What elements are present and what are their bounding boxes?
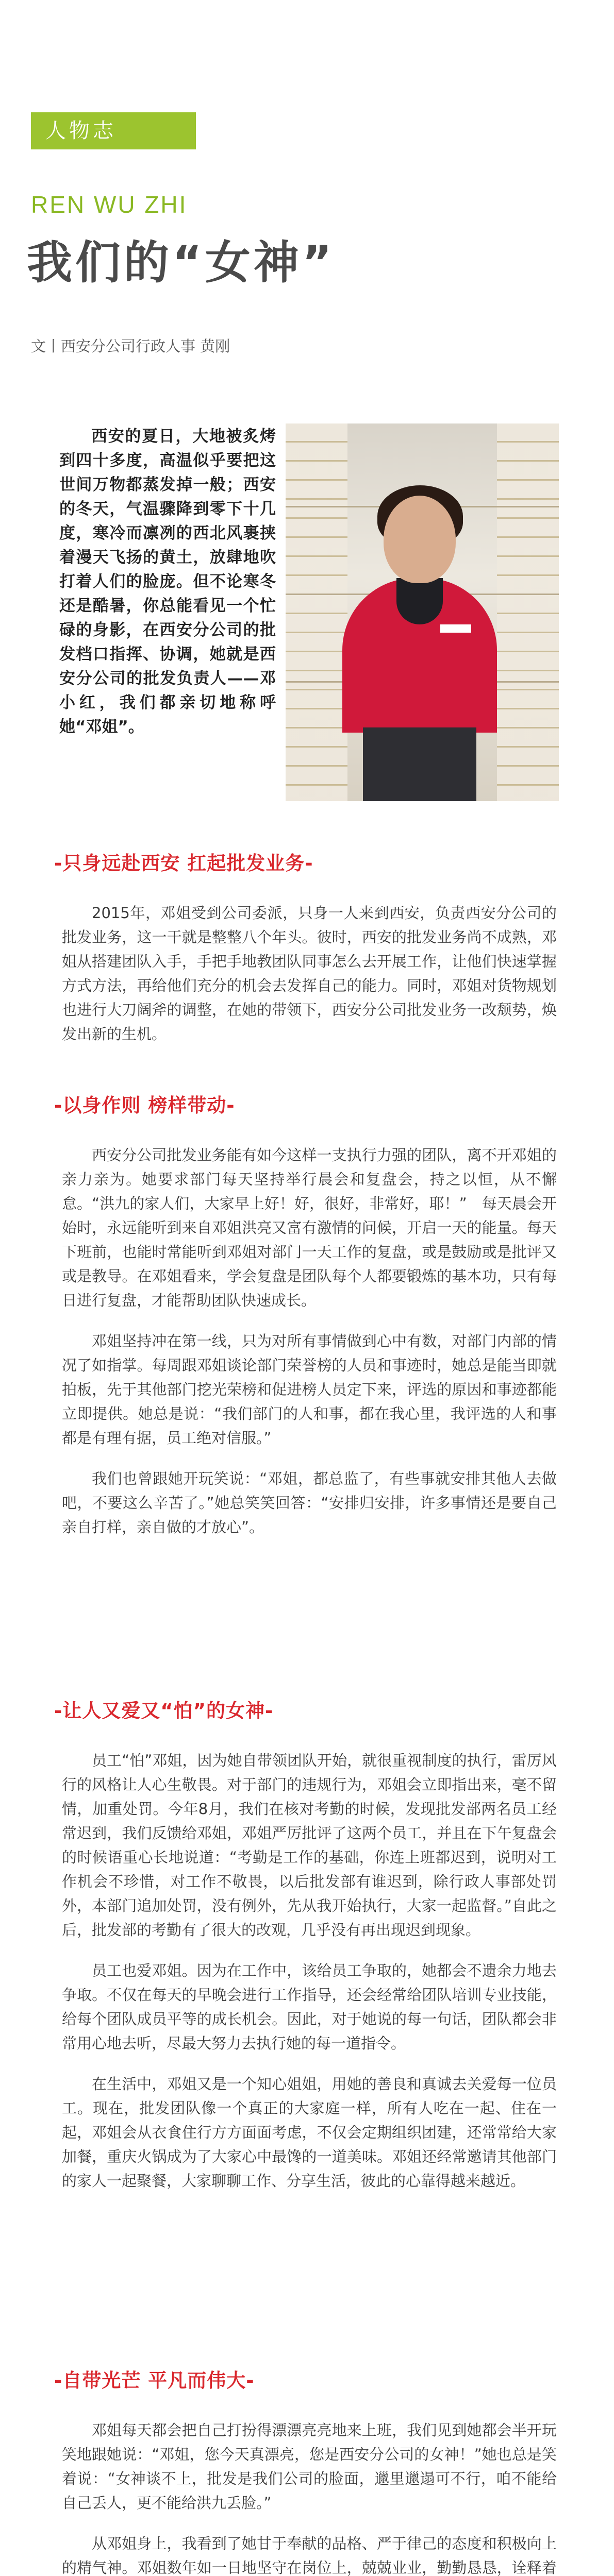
column-english-name: REN WU ZHI [31,191,188,218]
body-paragraph: 在生活中，邓姐又是一个知心姐姐，用她的善良和真诚去关爱每一位员工。现在，批发团队像一个真正的大家庭一样，所有人吃在一起、住在一起，邓姐会从衣食住行方方面面考虑，不仅会定期组织团建，还常常给大家加餐，重庆火锅成为了大家心中最馋的一道美味。邓姐还经常邀请其他部门的家人一起聚餐，大家聊聊工作、分享生活，彼此的心靠得越来越近。 [62,2075,557,2190]
author-byline: 文丨西安分公司行政人事 黄刚 [31,337,230,355]
body-paragraph: 西安分公司批发业务能有如今这样一支执行力强的团队，离不开邓姐的亲力亲为。她要求部门每天坚持举行晨会和复盘会，持之以恒，从不懈怠。“洪九的家人们，大家早上好！好，很好，非常好，耶！” 每天晨会开始时，永远能听到来自邓姐洪亮又富有激情的问候，开启一天的能量。每天下班前，也能时常能听到邓姐对部门一天工作的复盘，或是鼓励或是批评又或是教导。在邓姐看来，学会复盘是团队每个人都要锻炼的基本功，只有每日进行复盘，才能帮助团队快速成长。 [62,1146,557,1309]
section-1 [54,848,559,1046]
body-paragraph: 2015年，邓姐受到公司委派，只身一人来到西安，负责西安分公司的批发业务，这一干就是整整八个年头。彼时，西安的批发业务尚不成熟，邓姐从搭建团队入手，手把手地教团队同事怎么去开展工作，让他们快速掌握方式方法，再给他们充分的机会去发挥自己的能力。同时，邓姐对货物规划也进行大刀阔斧的调整，在她的带领下，西安分公司批发业务一改颓势，焕发出新的生机。 [62,904,557,1043]
section-2 [54,1090,559,1539]
body-paragraph: 我们也曾跟她开玩笑说：“邓姐，都总监了，有些事就安排其他人去做吧，不要这么辛苦了。”她总笑笑回答：“安排归安排，许多事情还是要自己亲自打样，亲自做的才放心”。 [62,1470,557,1536]
body-paragraph: 员工也爱邓姐。因为在工作中，该给员工争取的，她都会不遗余力地去争取。不仅在每天的早晚会进行工作指导，还会经常给团队培训专业技能，给每个团队成员平等的成长机会。因此，对于她说的每一句话，团队都会非常用心地去听，尽最大努力去执行她的每一道指令。 [62,1962,557,2052]
section-3 [54,1695,559,2193]
body-paragraph: 从邓姐身上，我看到了她甘于奉献的品格、严于律己的态度和积极向上的精气神。邓姐数年如一日地坚守在岗位上，兢兢业业，勤勤恳恳，诠释着 [62,2535,557,2576]
portrait-photo [286,423,559,801]
section-heading: -自带光芒 平凡而伟大- [54,2369,255,2392]
section-heading: -让人又爱又“怕”的女神- [54,1700,274,1722]
section-4 [54,2365,559,2576]
section-heading: -以身作则 榜样带动- [54,1094,235,1116]
page-title: 我们的“女神” [27,236,335,289]
section-heading: -只身远赴西安 扛起批发业务- [54,852,313,874]
body-paragraph: 邓姐每天都会把自己打扮得漂漂亮亮地来上班，我们见到她都会半开玩笑地跟她说：“邓姐，您今天真漂亮，您是西安分公司的女神！”她也总是笑着说：“女神谈不上，批发是我们公司的脸面，邋里邋遢可不行，咱不能给自己丢人，更不能给洪九丢脸。” [62,2421,557,2512]
intro-paragraph: 西安的夏日，大地被炙烤到四十多度，高温似乎要把这世间万物都蒸发掉一般；西安的冬天，气温骤降到零下十几度，寒冷而凛冽的西北风裹挟着漫天飞扬的黄土，放肆地吹打着人们的脸庞。但不论寒冬还是酷暑，你总能看见一个忙碌的身影，在西安分公司的批发档口指挥、协调，她就是西安分公司的批发负责人——邓小红，我们都亲切地称呼她“邓姐”。 [59,427,276,736]
column-tag: 人物志 [31,112,196,149]
body-paragraph: 员工“怕”邓姐，因为她自带领团队开始，就很重视制度的执行，雷厉风行的风格让人心生敬畏。对于部门的违规行为，邓姐会立即指出来，毫不留情，加重处罚。今年8月，我们在核对考勤的时候，发现批发部两名员工经常迟到，我们反馈给邓姐，邓姐严厉批评了这两个员工，并且在下午复盘会的时候语重心长地说道：“考勤是工作的基础，你连上班都迟到，说明对工作机会不珍惜，对工作不敬畏，以后批发部有谁迟到，除行政人事部处罚外，本部门追加处罚，没有例外，先从我开始执行，大家一起监督。”自此之后，批发部的考勤有了很大的改观，几乎没有再出现迟到现象。 [62,1752,557,1939]
body-paragraph: 邓姐坚持冲在第一线，只为对所有事情做到心中有数，对部门内部的情况了如指掌。每周跟邓姐谈论部门荣誉榜的人员和事迹时，她总是能当即就拍板，先于其他部门挖光荣榜和促进榜人员定下来，评选的原因和事迹都能立即提供。她总是说：“我们部门的人和事，都在我心里，我评选的人和事都是有理有据，员工绝对信服。” [62,1332,557,1447]
